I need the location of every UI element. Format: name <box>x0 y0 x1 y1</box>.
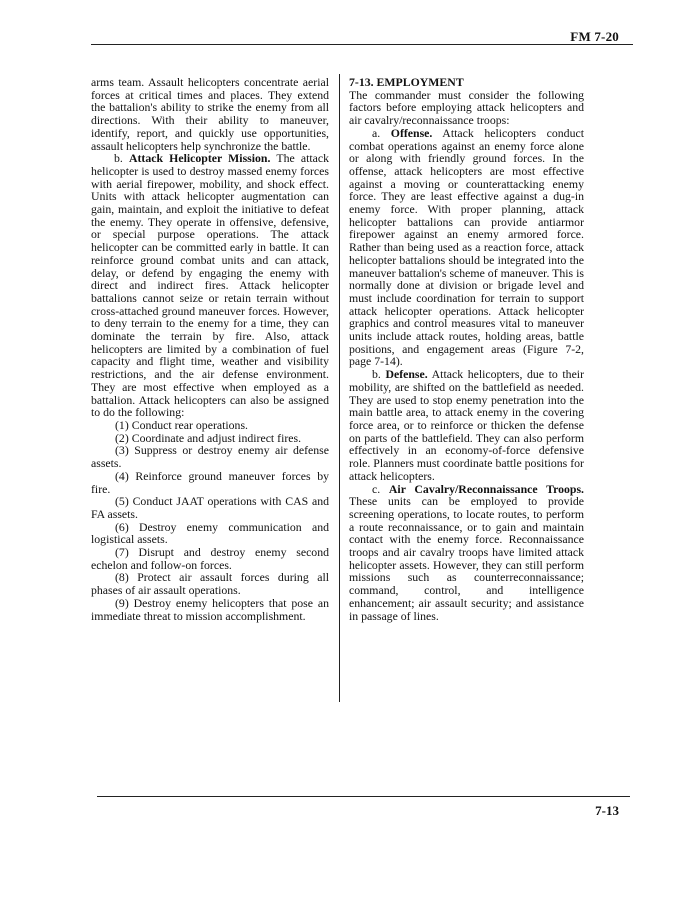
paragraph-title: Defense. <box>385 367 428 382</box>
list-item: (5) Conduct JAAT operations with CAS and FA assets. <box>91 494 329 521</box>
paragraph-label: b. <box>372 367 386 382</box>
list-item: (8) Protect air assault forces during all phases of air assault operations. <box>91 570 329 598</box>
list-item: (3) Suppress or destroy enemy air defense assets. <box>91 443 329 471</box>
paragraph-air-cavalry <box>349 483 584 623</box>
footer-rule <box>97 796 630 797</box>
list-item: (4) Reinforce ground maneuver forces by fire. <box>91 468 329 496</box>
list-item: (7) Disrupt and destroy enemy second echelon and follow-on forces. <box>91 545 329 572</box>
list-item: (1) Conduct rear operations. <box>115 417 248 432</box>
left-column <box>91 76 329 622</box>
paragraph-text: Attack helicopters, due to their mobility, are shifted on the battlefield as needed. They are used to stop enemy penetration into the main battle area, to attack enemy in the covering force area, or to reinforce or thicken the defense on parts of the battlefield. They can also perform effectively in an economy-of-force defensive role. Planners must coordinate battle positions for attack helicopters. <box>349 367 585 483</box>
page-number: 7-13 <box>595 803 619 818</box>
header-rule <box>91 44 633 45</box>
section-intro: The commander must consider the following factors before employing attack helicopters and air cavalry/reconnaissance troops: <box>349 87 584 128</box>
paragraph-title: Attack Helicopter Mission. <box>128 151 271 166</box>
paragraph-text: The attack helicopter is used to destroy massed enemy forces with aerial firepower, mobility, and shock effect. Units with attack helicopter augmentation can gain, maintain, and exploit the initiative to defeat the enemy. They operate in offensive, defensive, or special purpose operations. The attack helicopter can be committed early in battle. It can reinforce ground combat units and can attack, delay, or defend by engaging the enemy with direct and indirect fires. Attack helicopter battalions cannot seize or retain terrain without cross-attached ground maneuver forces. However, to deny terrain to the enemy for a time, they can dominate the terrain by fire. Also, attack helicopters are limited by a combination of fuel capacity and flight time, weather and visibility restrictions, and the air defense environment. They are most effective when employed as a battalion. Attack helicopters can also be assigned to do the following: <box>91 151 330 420</box>
list-item: (2) Coordinate and adjust indirect fires. <box>115 430 302 445</box>
paragraph-title: Offense. <box>390 125 433 140</box>
list-item: (9) Destroy enemy helicopters that pose an immediate threat to mission accomplishment. <box>91 595 329 623</box>
paragraph-continued: arms team. Assault helicopters concentrate aerial forces at critical times and places. They extend the battalion's ability to strike the enemy from all directions. With their ability to maneuver, identify, report, and quickly use opportunities, assault helicopters help synchronize the battle. <box>91 75 329 153</box>
paragraph-defense <box>349 368 584 482</box>
paragraph-offense <box>349 127 584 368</box>
page-header-title: FM 7-20 <box>570 29 619 44</box>
right-column <box>349 76 584 622</box>
paragraph-title: Air Cavalry/Reconnaissance Troops. <box>388 481 585 496</box>
column-divider <box>339 74 340 702</box>
paragraph-label: a. <box>372 125 391 140</box>
paragraph-attack-helicopter-mission <box>91 152 329 419</box>
paragraph-text: Attack helicopters conduct combat operations against an enemy force alone or along with friendly ground forces. In the offense, attack helicopters are most effective against a moving or counterattacking enemy force. They are least effective against a dug-in enemy force. With proper planning, attack helicopter battalions can provide antiarmor firepower against an enemy armored force. Rather than being used as a reaction force, attack helicopter battalions should be integrated into the maneuver battalion's scheme of maneuver. This is normally done at division or brigade level and must include coordination for terrain to support attack helicopter operations. Attack helicopter graphics and control measures vital to maneuver units include attack routes, holding areas, battle positions, and engagement areas (Figure 7-2, page 7-14). <box>349 125 584 369</box>
paragraph-text: These units can be employed to provide screening operations, to locate routes, to perform a route reconnaissance, or to gain and maintain contact with the enemy force. Reconnaissance troops and air cavalry troops have limited attack helicopter assets. However, they can still perform missions such as counterreconnaissance; command, control, and intelligence enhancement; air assault security; and assistance in passage of lines. <box>349 494 584 623</box>
list-item: (6) Destroy enemy communication and logistical assets. <box>91 519 329 547</box>
paragraph-label: b. <box>114 151 129 166</box>
paragraph-label: c. <box>372 481 389 496</box>
section-heading: 7-13. EMPLOYMENT <box>349 75 464 89</box>
